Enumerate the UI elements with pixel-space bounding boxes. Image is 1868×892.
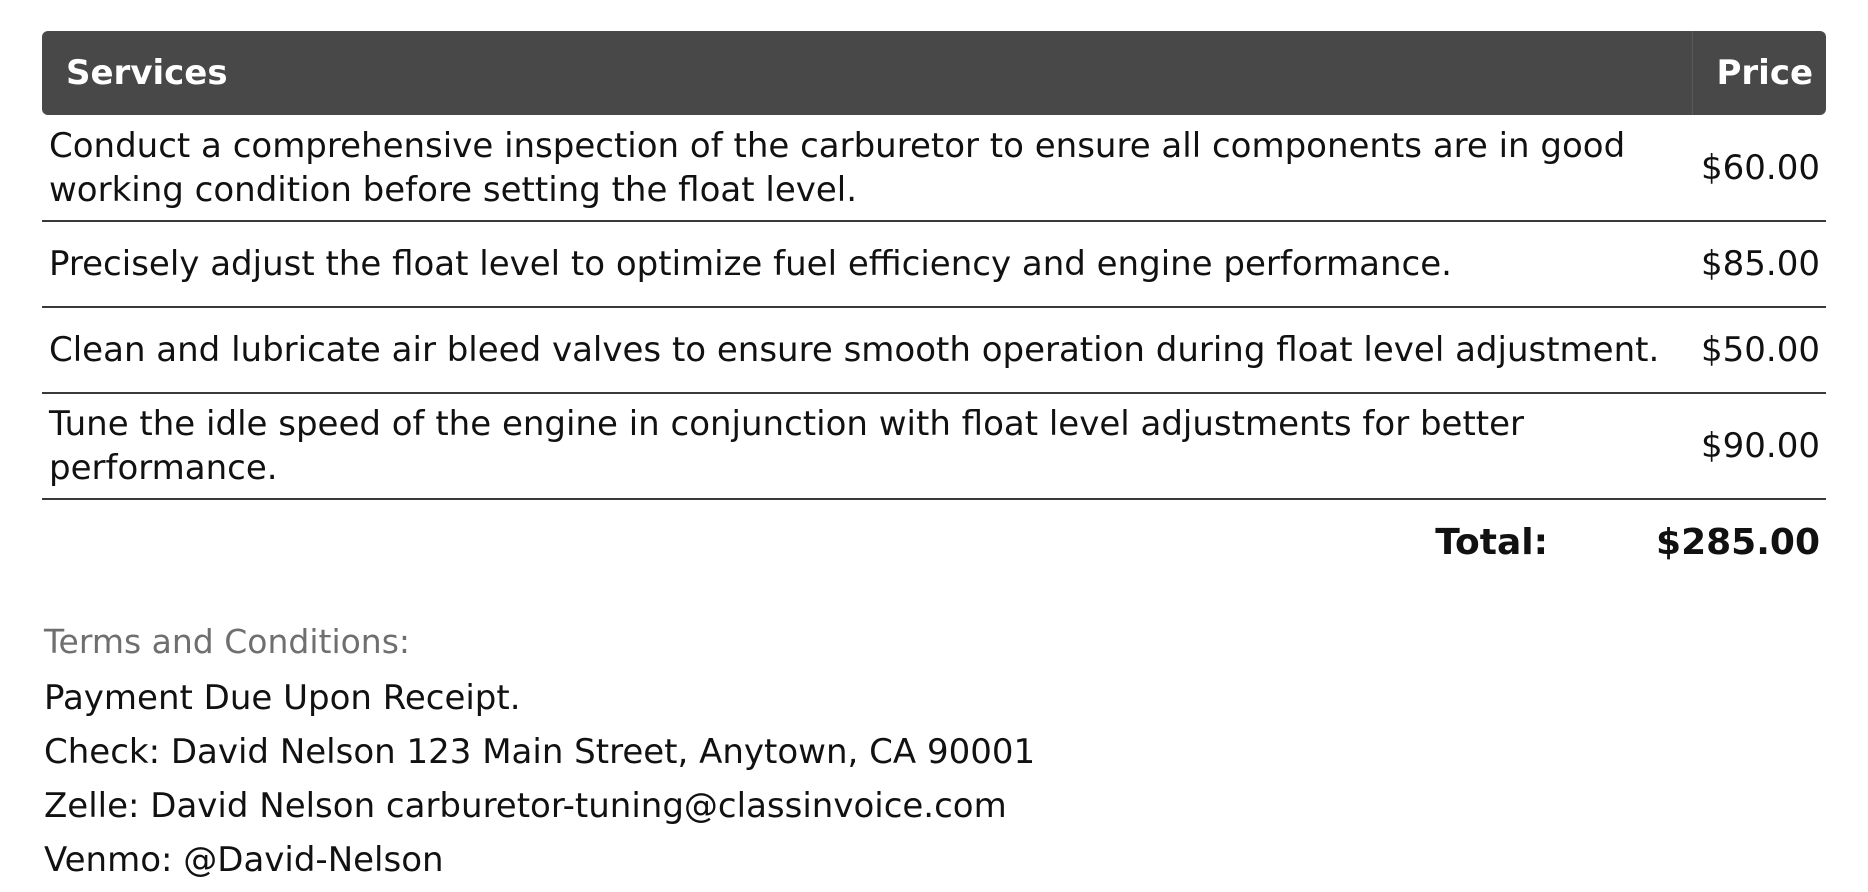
table-row [42,221,1826,307]
service-price: $90.00 [1692,393,1826,499]
total-amount: $285.00 [1656,521,1820,563]
price-column-header: Price [1692,31,1826,115]
terms-title: Terms and Conditions: [44,622,411,661]
total-line [42,500,1826,584]
terms-zelle-payment: Zelle: David Nelson carburetor-tuning@classinvoice.com [44,786,1007,826]
table-header-row [42,31,1826,115]
service-price: $50.00 [1692,307,1826,393]
terms-section [44,620,1444,892]
service-price: $85.00 [1692,221,1826,307]
services-column-header: Services [42,31,1692,115]
terms-venmo-payment: Venmo: @David-Nelson [44,840,444,880]
service-description: Clean and lubricate air bleed valves to ensure smooth operation during float level adjustment. [42,307,1692,393]
service-price: $60.00 [1692,115,1826,221]
table-row [42,393,1826,499]
service-description: Precisely adjust the float level to optimize fuel efficiency and engine performance. [42,221,1692,307]
terms-check-payment: Check: David Nelson 123 Main Street, Anytown, CA 90001 [44,732,1036,772]
invoice-services [42,31,1826,584]
total-label: Total: [1435,521,1549,563]
table-row [42,115,1826,221]
services-table [42,31,1826,500]
terms-payment-due: Payment Due Upon Receipt. [44,678,521,718]
table-row [42,307,1826,393]
service-description: Conduct a comprehensive inspection of the carburetor to ensure all components are in good working condition before setting the float level. [42,115,1692,221]
service-description: Tune the idle speed of the engine in conjunction with float level adjustments for better performance. [42,393,1692,499]
